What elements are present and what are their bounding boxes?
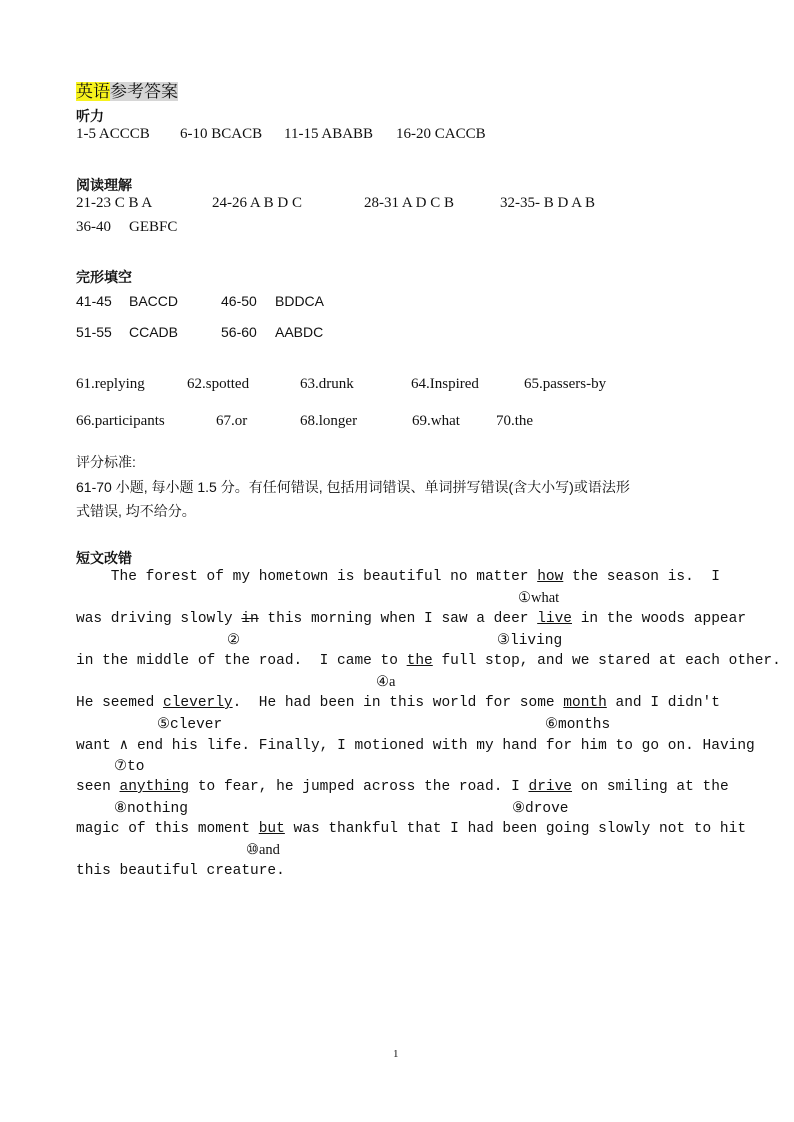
passage-line <box>76 695 720 711</box>
passage-text: full stop, and we stared at each other. <box>432 653 781 669</box>
passage-line <box>76 653 781 669</box>
scoring-heading: 评分标准: <box>76 454 136 470</box>
correction-mark: ①what <box>518 590 560 606</box>
passage-text: this morning when I saw a deer <box>258 611 538 627</box>
correction-mark: ③living <box>497 633 563 649</box>
passage-text: in the woods appear <box>572 611 747 627</box>
passage-text: the season is. I <box>563 569 720 585</box>
grammar-answer: 64.Inspired <box>411 376 479 392</box>
passage-line <box>76 737 755 754</box>
page-number: 1 <box>393 1048 399 1060</box>
cloze-range: 51-55 <box>76 324 112 340</box>
error-word: anything <box>119 779 190 795</box>
reading-answer: 21-23 C B A <box>76 195 153 211</box>
error-word: in <box>241 611 259 627</box>
grammar-answer: 66.participants <box>76 413 165 429</box>
cloze-range: 41-45 <box>76 293 112 309</box>
reading-answer: 36-40 <box>76 219 111 235</box>
cloze-answer: CCADB <box>129 324 179 340</box>
grammar-answer: 63.drunk <box>300 376 354 392</box>
cloze-answer: BDDCA <box>275 293 325 309</box>
cloze-range: 56-60 <box>221 324 257 340</box>
passage-text: . He had been in this world for some <box>232 695 564 711</box>
passage-text: to fear, he jumped across the road. I <box>189 779 529 795</box>
passage-text: and I didn't <box>606 695 720 711</box>
grammar-answer: 68.longer <box>300 413 358 429</box>
error-word: cleverly <box>163 695 233 711</box>
passage-text: seen <box>76 779 120 795</box>
insertion-caret: ∧ <box>119 738 129 754</box>
passage-line <box>76 779 729 795</box>
scoring-line: 61-70 小题, 每小题 1.5 分。有任何错误, 包括用词错误、单词拼写错误(含大小写)或语法形 <box>76 479 630 495</box>
reading-answer: 24-26 A B D C <box>212 195 303 211</box>
cloze-answer: BACCD <box>129 293 179 309</box>
error-word: how <box>537 569 564 585</box>
passage-text: end his life. Finally, I motioned with my hand for him to go on. Having <box>128 738 755 754</box>
listening-answer: 1-5 ACCCB <box>76 126 150 142</box>
title-highlight-answers: 参考答案 <box>110 82 178 101</box>
correction-mark: ⑩and <box>246 842 280 858</box>
listening-answer: 16-20 CACCB <box>396 126 486 142</box>
reading-heading: 阅读理解 <box>76 177 132 193</box>
passage-text: was driving slowly <box>76 611 242 627</box>
grammar-answer: 61.replying <box>76 376 145 392</box>
error-word: drive <box>528 779 573 795</box>
reading-answer: GEBFC <box>129 219 178 235</box>
correction-mark: ⑨drove <box>512 801 569 817</box>
correction-mark: ⑦to <box>114 759 145 775</box>
title-highlight-english: 英语 <box>76 82 110 101</box>
passage-text: in the middle of the road. I came to <box>76 653 407 669</box>
error-word: month <box>563 695 607 711</box>
correction-mark: ② <box>227 632 240 648</box>
error-word: but <box>258 821 285 837</box>
scoring-line: 式错误, 均不给分。 <box>76 503 196 519</box>
passage-text: He seemed <box>76 695 164 711</box>
passage-line: this beautiful creature. <box>76 863 285 879</box>
passage-text: The forest of my hometown is beautiful no matter <box>76 569 538 585</box>
cloze-answer: AABDC <box>275 324 324 340</box>
correction-mark: ⑤clever <box>157 717 223 733</box>
passage-text: on smiling at the <box>572 779 729 795</box>
cloze-heading: 完形填空 <box>76 269 132 285</box>
correction-mark: ⑧nothing <box>114 801 188 817</box>
reading-answer: 28-31 A D C B <box>364 195 455 211</box>
listening-answer: 11-15 ABABB <box>284 126 374 142</box>
reading-answer: 32-35- B D A B <box>500 195 596 211</box>
listening-heading: 听力 <box>76 108 104 124</box>
page-title <box>76 77 178 102</box>
grammar-answer: 67.or <box>216 413 248 429</box>
listening-answer: 6-10 BCACB <box>180 126 263 142</box>
passage-line <box>76 611 746 627</box>
correction-mark: ④a <box>376 674 396 690</box>
grammar-answer: 65.passers-by <box>524 376 607 392</box>
error-word: live <box>537 611 572 627</box>
error-word: the <box>406 653 433 669</box>
passage-text: was thankful that I had been going slowly not to hit <box>284 821 747 837</box>
correction-mark: ⑥months <box>545 717 611 733</box>
grammar-answer: 62.spotted <box>187 376 250 392</box>
grammar-answer: 70.the <box>496 413 534 429</box>
grammar-answer: 69.what <box>412 413 460 429</box>
cloze-range: 46-50 <box>221 293 257 309</box>
passage-text: magic of this moment <box>76 821 259 837</box>
passage-line <box>76 569 720 585</box>
error-correction-heading: 短文改错 <box>76 550 132 566</box>
passage-text: want <box>76 738 120 754</box>
passage-line <box>76 821 746 837</box>
